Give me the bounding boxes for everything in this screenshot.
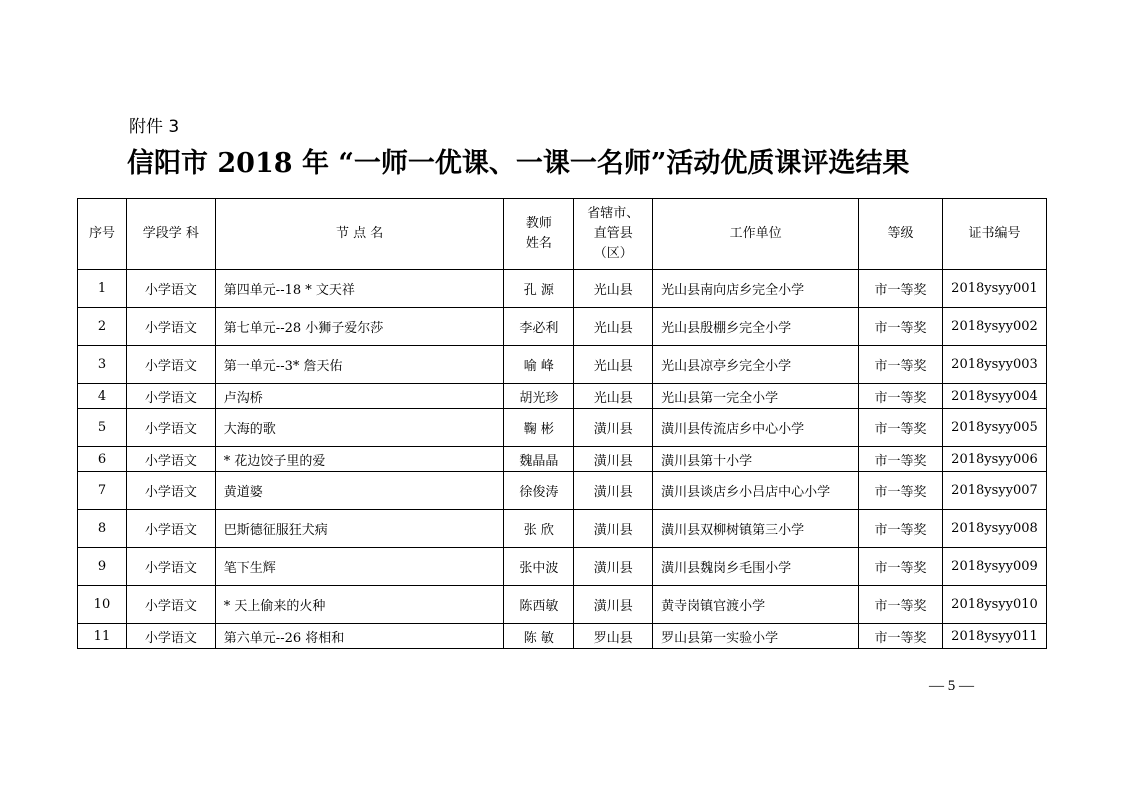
cell-teacher: 张中波 [504,548,574,586]
cell-subject: 小学语文 [126,346,215,384]
cell-cert: 2018ysyy002 [942,308,1046,346]
cell-lesson: 卢沟桥 [215,384,504,409]
cell-grade: 市一等奖 [859,624,943,649]
annex-label: 附件 3 [129,117,180,137]
cell-grade: 市一等奖 [859,346,943,384]
header-teacher-line1: 教师 [525,216,552,231]
cell-county: 潢川县 [574,586,653,624]
cell-county: 潢川县 [574,472,653,510]
cell-teacher: 孔 源 [504,270,574,308]
cell-subject: 小学语文 [126,270,215,308]
cell-index: 3 [78,346,127,384]
cell-county: 潢川县 [574,510,653,548]
cell-index: 9 [78,548,127,586]
cell-subject: 小学语文 [126,447,215,472]
cell-cert: 2018ysyy008 [942,510,1046,548]
cell-grade: 市一等奖 [859,308,943,346]
cell-grade: 市一等奖 [859,510,943,548]
cell-grade: 市一等奖 [859,548,943,586]
cell-teacher: 徐俊涛 [504,472,574,510]
cell-subject: 小学语文 [126,472,215,510]
document-title: 信阳市 2018 年 “一师一优课、一课一名师”活动优质课评选结果 [127,148,910,179]
table-row [78,510,1047,548]
cell-county: 罗山县 [574,624,653,649]
cell-county: 光山县 [574,308,653,346]
header-county-line2: 直管县 [593,226,633,241]
header-county-line3: （区） [593,246,633,261]
cell-index: 1 [78,270,127,308]
table-row [78,447,1047,472]
cell-county: 潢川县 [574,548,653,586]
cell-unit: 黄寺岗镇官渡小学 [653,586,859,624]
cell-lesson: * 花边饺子里的爱 [215,447,504,472]
table-body [78,270,1047,649]
cell-teacher: 张 欣 [504,510,574,548]
cell-unit: 罗山县第一实验小学 [653,624,859,649]
table-row [78,548,1047,586]
cell-unit: 潢川县双柳树镇第三小学 [653,510,859,548]
cell-cert: 2018ysyy009 [942,548,1046,586]
header-teacher [504,199,574,270]
cell-index: 4 [78,384,127,409]
cell-subject: 小学语文 [126,308,215,346]
cell-county: 光山县 [574,384,653,409]
cell-grade: 市一等奖 [859,270,943,308]
cell-grade: 市一等奖 [859,409,943,447]
cell-subject: 小学语文 [126,409,215,447]
header-cert: 证书编号 [942,199,1046,270]
cell-index: 6 [78,447,127,472]
cell-subject: 小学语文 [126,510,215,548]
cell-unit: 光山县南向店乡完全小学 [653,270,859,308]
table-row [78,624,1047,649]
cell-lesson: 第六单元--26 将相和 [215,624,504,649]
table-row [78,308,1047,346]
cell-grade: 市一等奖 [859,586,943,624]
cell-grade: 市一等奖 [859,472,943,510]
cell-index: 7 [78,472,127,510]
header-index: 序号 [78,199,127,270]
cell-grade: 市一等奖 [859,447,943,472]
cell-subject: 小学语文 [126,384,215,409]
table-row [78,586,1047,624]
cell-unit: 光山县殷棚乡完全小学 [653,308,859,346]
header-row [78,199,1047,270]
cell-unit: 潢川县谈店乡小吕店中心小学 [653,472,859,510]
results-table [77,198,1047,649]
cell-subject: 小学语文 [126,624,215,649]
cell-teacher: 胡光珍 [504,384,574,409]
cell-teacher: 李必利 [504,308,574,346]
cell-county: 潢川县 [574,409,653,447]
header-lesson: 节 点 名 [215,199,504,270]
cell-teacher: 魏晶晶 [504,447,574,472]
table-row [78,384,1047,409]
cell-county: 光山县 [574,270,653,308]
cell-teacher: 陈西敏 [504,586,574,624]
cell-lesson: 巴斯德征服狂犬病 [215,510,504,548]
cell-index: 8 [78,510,127,548]
cell-lesson: 第一单元--3* 詹天佑 [215,346,504,384]
cell-unit: 潢川县传流店乡中心小学 [653,409,859,447]
page-number: — 5 — [929,678,974,694]
table-row [78,270,1047,308]
cell-index: 10 [78,586,127,624]
cell-subject: 小学语文 [126,548,215,586]
cell-unit: 光山县第一完全小学 [653,384,859,409]
cell-unit: 潢川县第十小学 [653,447,859,472]
cell-unit: 光山县凉亭乡完全小学 [653,346,859,384]
cell-teacher: 陈 敏 [504,624,574,649]
header-county-line1: 省辖市、 [587,206,640,221]
table-row [78,472,1047,510]
cell-cert: 2018ysyy004 [942,384,1046,409]
cell-cert: 2018ysyy005 [942,409,1046,447]
cell-index: 2 [78,308,127,346]
cell-lesson: 笔下生辉 [215,548,504,586]
cell-cert: 2018ysyy001 [942,270,1046,308]
cell-index: 11 [78,624,127,649]
cell-lesson: 第七单元--28 小狮子爱尔莎 [215,308,504,346]
cell-teacher: 喻 峰 [504,346,574,384]
cell-lesson: 大海的歌 [215,409,504,447]
cell-teacher: 鞠 彬 [504,409,574,447]
header-unit: 工作单位 [653,199,859,270]
header-subject: 学段学 科 [126,199,215,270]
header-grade: 等级 [859,199,943,270]
cell-cert: 2018ysyy007 [942,472,1046,510]
cell-cert: 2018ysyy010 [942,586,1046,624]
cell-grade: 市一等奖 [859,384,943,409]
cell-lesson: * 天上偷来的火种 [215,586,504,624]
cell-cert: 2018ysyy003 [942,346,1046,384]
cell-unit: 潢川县魏岗乡毛围小学 [653,548,859,586]
cell-lesson: 黄道婆 [215,472,504,510]
cell-county: 光山县 [574,346,653,384]
table-row [78,409,1047,447]
cell-index: 5 [78,409,127,447]
cell-cert: 2018ysyy006 [942,447,1046,472]
header-county [574,199,653,270]
header-teacher-line2: 姓名 [525,236,552,251]
cell-subject: 小学语文 [126,586,215,624]
cell-lesson: 第四单元--18 * 文天祥 [215,270,504,308]
cell-cert: 2018ysyy011 [942,624,1046,649]
table-row [78,346,1047,384]
cell-county: 潢川县 [574,447,653,472]
